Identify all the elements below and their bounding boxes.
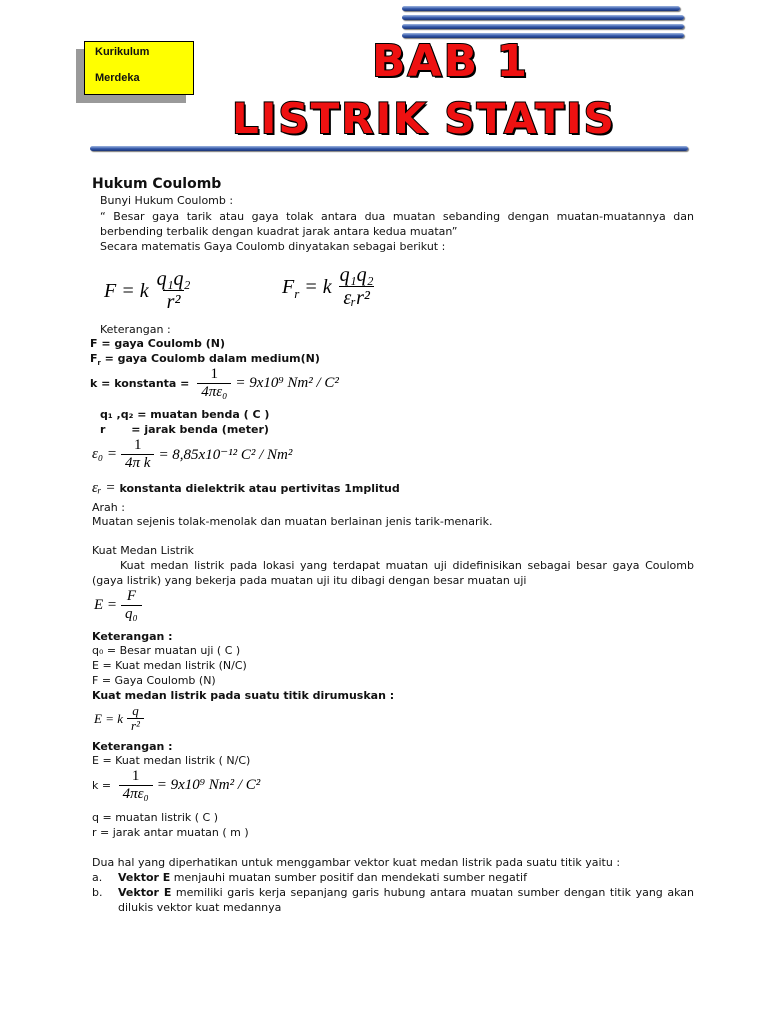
- def-k-frac: [197, 366, 231, 401]
- def-q0: q₀ = Besar muatan uji ( C ): [92, 644, 241, 657]
- def-k: [90, 366, 339, 401]
- def-k2-value: = 9x10⁹ Nm² / C²: [156, 776, 261, 793]
- def-k-den: 4πε₀: [197, 383, 231, 401]
- arah-text: Muatan sejenis tolak-menolak dan muatan berlainan jenis tarik-menarik.: [92, 515, 493, 528]
- vektor-item-b-text: memiliki garis kerja sepanjang garis hubung antara muatan sumber dengan titik yang akan dilukis vektor kuat medannya: [118, 886, 698, 914]
- header-bar-2: [402, 15, 684, 20]
- def-epsr-text: konstanta dielektrik atau pertivitas 1mplitud: [119, 482, 400, 495]
- formula-e-lhs: E =: [94, 596, 118, 613]
- formula-eps0-value: = 8,85x10⁻¹² C² / Nm²: [158, 446, 293, 463]
- formula-e2-frac: [127, 704, 144, 734]
- formula-coulomb: [104, 268, 199, 314]
- vektor-item-a-marker: a.: [92, 871, 103, 884]
- def-fr-sub: r: [97, 359, 101, 368]
- vektor-item-a: [92, 870, 694, 885]
- formula-e2-r2: r²: [127, 718, 144, 734]
- formula-e: [94, 588, 146, 623]
- chapter-title: BAB 1: [372, 36, 530, 87]
- def-r-medan: r = jarak antar muatan ( m ): [92, 826, 249, 839]
- medan-titik: Kuat medan listrik pada suatu titik dirumuskan :: [92, 689, 395, 702]
- def-q: q₁ ,q₂ = muatan benda ( C ): [100, 408, 270, 421]
- header-bar-5: [90, 146, 688, 151]
- arah-label: Arah :: [92, 501, 125, 514]
- def-fr: [90, 351, 320, 366]
- formula-f-frac: [153, 268, 195, 314]
- formula-eps0-frac: [121, 437, 154, 472]
- def-k2-frac: [119, 768, 153, 803]
- formula-q1q2: q₁q₂: [156, 268, 191, 290]
- chapter-subtitle: LISTRIK STATIS: [232, 94, 616, 143]
- formula-eps0-den: 4π k: [121, 454, 154, 472]
- coulomb-quote: “ Besar gaya tarik atau gaya tolak antara dua muatan sebanding dengan muatan-muatannya dan berbending terbalik dengan kuadrat jarak antara kedua muatan”: [100, 210, 694, 238]
- def-f: F = gaya Coulomb (N): [90, 337, 225, 350]
- keterangan-label-1: Keterangan :: [100, 323, 171, 336]
- coulomb-bunyi: Bunyi Hukum Coulomb :: [100, 194, 234, 207]
- medan-intro: Kuat medan listrik pada lokasi yang terdapat muatan uji didefinisikan sebagai besar gaya Coulomb (gaya listrik) yang bekerja pada muatan uji itu dibagi dengan besar muatan uji: [92, 559, 694, 587]
- def-k2-formula: [115, 768, 261, 803]
- formula-r2: r²: [163, 290, 185, 314]
- formula-f-lhs: F = k: [104, 279, 149, 302]
- vektor-intro: Dua hal yang diperhatikan untuk menggambar vektor kuat medan listrik pada suatu titik yaitu :: [92, 856, 621, 869]
- def-fr-text: = gaya Coulomb dalam medium(N): [100, 352, 320, 365]
- header-bar-3: [402, 24, 684, 29]
- formula-eps0-one: 1: [133, 437, 142, 453]
- vektor-item-b: [92, 885, 698, 915]
- def-k-2: [92, 768, 260, 803]
- def-k-label: k = konstanta =: [90, 376, 194, 390]
- def-r-label: r: [100, 423, 106, 436]
- def-epsr-lhs: εᵣ =: [92, 480, 116, 496]
- formula-fr-frac: [336, 264, 378, 310]
- formula-fr-eq: = k: [299, 275, 332, 298]
- def-e: E = Kuat medan listrik (N/C): [92, 659, 247, 672]
- def-q-medan: q = muatan listrik ( C ): [92, 811, 219, 824]
- formula-e-point: [94, 704, 148, 734]
- def-k2-den: 4πε₀: [119, 785, 153, 803]
- section-heading-coulomb: Hukum Coulomb: [92, 176, 222, 192]
- vektor-item-b-bold: Vektor E: [118, 886, 172, 899]
- formula-e-f: F: [126, 588, 136, 604]
- vektor-item-a-bold: Vektor E: [118, 871, 171, 884]
- formula-e-frac: [121, 588, 142, 623]
- def-r-text: = jarak benda (meter): [131, 423, 269, 436]
- def-k2-one: 1: [131, 768, 140, 784]
- vektor-item-b-marker: b.: [92, 886, 103, 899]
- formula-e2-lhs: E = k: [94, 711, 123, 727]
- def-f-medan: F = Gaya Coulomb (N): [92, 674, 216, 687]
- formula-fr-q1q2: q₁q₂: [339, 264, 374, 286]
- vektor-item-a-text: menjauhi muatan sumber positif dan mendekati sumber negatif: [170, 871, 527, 884]
- badge-line-1: Kurikulum: [95, 46, 150, 58]
- formula-coulomb-medium: F r = k $\frac{\text{q₁q₂}}{\text{εᵣr²}}$: [282, 264, 382, 310]
- def-k-value: = 9x10⁹ Nm² / C²: [235, 374, 339, 391]
- def-e-2: E = Kuat medan listrik ( N/C): [92, 754, 251, 767]
- curriculum-badge: [84, 41, 194, 95]
- header-bar-1: [402, 6, 680, 11]
- formula-fr-lhs: F: [282, 275, 295, 298]
- formula-e2-q: q: [132, 703, 139, 718]
- def-epsr: [92, 480, 400, 497]
- formula-e-q0: q₀: [121, 605, 142, 623]
- formula-eps0: [92, 437, 292, 472]
- def-k-one: 1: [210, 366, 219, 382]
- keterangan-label-2: Keterangan :: [92, 630, 173, 643]
- keterangan-label-3: Keterangan :: [92, 740, 173, 753]
- def-k2-label: k =: [92, 778, 115, 792]
- def-r: [100, 422, 269, 437]
- vektor-item-b-body: [118, 885, 698, 915]
- section-heading-medan: Kuat Medan Listrik: [92, 544, 194, 557]
- def-k-formula: [193, 366, 339, 401]
- formula-epsr-r2: εᵣr²: [339, 286, 374, 310]
- formula-eps0-lhs: ε₀ =: [92, 445, 117, 462]
- def-fr-label: F: [90, 352, 98, 365]
- badge-line-2: Merdeka: [95, 72, 140, 84]
- coulomb-secara: Secara matematis Gaya Coulomb dinyatakan sebagai berikut :: [100, 240, 446, 253]
